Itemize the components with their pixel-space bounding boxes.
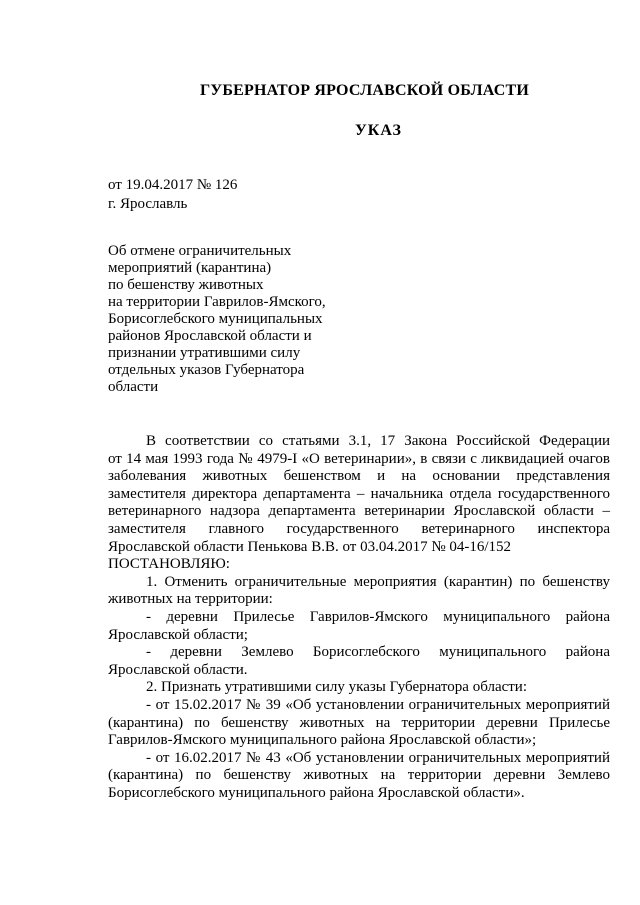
subject-line: районов Ярославской области и — [108, 328, 312, 344]
item-2-sub-1-line: (карантина) по бешенству животных на территории деревни Прилесье — [108, 714, 610, 731]
document-body — [108, 433, 610, 802]
city: г. Ярославль — [108, 196, 188, 212]
decree-word: ПОСТАНОВЛЯЮ: — [108, 556, 230, 573]
subject-line: области — [108, 379, 159, 395]
subject-line: на территории Гаврилов-Ямского, — [108, 294, 326, 310]
item-2-sub-1-line: - от 15.02.2017 № 39 «Об установлении ограничительных мероприятий — [146, 696, 610, 713]
preamble-line: заболевания животных бешенством и на основании представления — [108, 468, 610, 485]
subject-line: отдельных указов Губернатора — [108, 362, 305, 378]
issuer-title: ГУБЕРНАТОР ЯРОСЛАВСКОЙ ОБЛАСТИ — [200, 82, 530, 99]
preamble-line: Ярославской области Пенькова В.В. от 03.04.2017 № 04-16/152 — [108, 538, 512, 555]
preamble-line: заместителя директора департамента – начальника отдела государственного — [108, 485, 610, 502]
item-2-sub-2-line: (карантина) по бешенству животных на территории деревни Землево — [108, 767, 610, 784]
item-2-line: 2. Признать утратившими силу указы Губернатора области: — [146, 679, 528, 696]
subject-line: Борисоглебского муниципальных — [108, 311, 323, 327]
document-subject — [108, 243, 348, 396]
subject-line: Об отмене ограничительных — [108, 243, 292, 259]
item-1-sub-2-line: - деревни Землево Борисоглебского муниципального района — [146, 644, 610, 661]
date-number: от 19.04.2017 № 126 — [108, 177, 238, 193]
item-1-sub-1-line: Ярославской области; — [108, 626, 248, 643]
item-2-sub-2-line: - от 16.02.2017 № 43 «Об установлении ограничительных мероприятий — [146, 749, 610, 766]
preamble-line: ветеринарного надзора департамента ветеринарии Ярославской области – — [108, 503, 610, 520]
subject-line: признании утратившими силу — [108, 345, 301, 361]
document-type: УКАЗ — [355, 122, 402, 139]
item-1-line: животных на территории: — [108, 591, 273, 608]
item-1-sub-2-line: Ярославской области. — [108, 661, 248, 678]
item-1-sub-1-line: - деревни Прилесье Гаврилов-Ямского муниципального района — [146, 608, 610, 625]
preamble-line: В соответствии со статьями 3.1, 17 Закона Российской Федерации — [146, 433, 610, 449]
subject-line: по бешенству животных — [108, 277, 264, 293]
item-1-line: 1. Отменить ограничительные мероприятия (карантин) по бешенству — [146, 573, 610, 590]
item-2-sub-1-line: Гаврилов-Ямского муниципального района Ярославской области»; — [108, 732, 537, 749]
preamble-line: заместителя главного государственного ветеринарного инспектора — [108, 520, 610, 537]
document-meta — [108, 177, 408, 215]
preamble-line: от 14 мая 1993 года № 4979-I «О ветеринарии», в связи с ликвидацией очагов — [108, 450, 610, 467]
subject-line: мероприятий (карантина) — [108, 260, 272, 276]
item-2-sub-2-line: Борисоглебского муниципального района Ярославской области». — [108, 784, 525, 801]
